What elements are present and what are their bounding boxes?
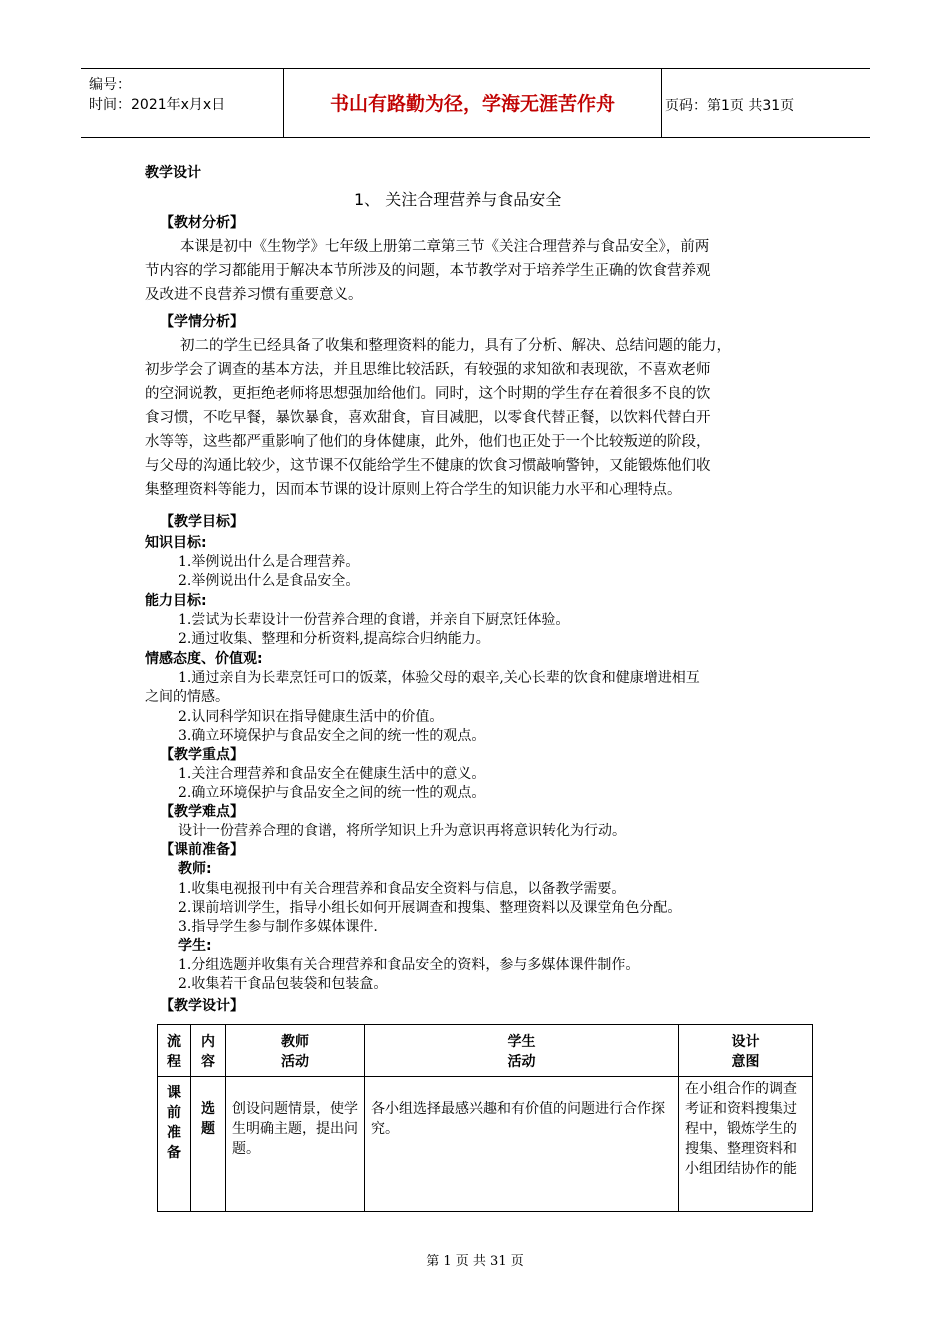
list-item: 1.关注合理营养和食品安全在健康生活中的意义。 xyxy=(178,766,486,782)
list-item: 1.举例说出什么是合理营养。 xyxy=(178,554,360,570)
list-item: 2.认同科学知识在指导健康生活中的价值。 xyxy=(178,709,444,725)
table-row xyxy=(158,1077,813,1212)
list-item: 2.课前培训学生，指导小组长如何开展调查和搜集、整理资料以及课堂角色分配。 xyxy=(178,900,682,916)
header-motto: 书山有路勤为径，学海无涯苦作舟 xyxy=(329,93,615,115)
teaching-design-table xyxy=(157,1024,813,1212)
teacher-label: 教师: xyxy=(178,861,212,877)
header-divider xyxy=(661,69,662,137)
header-student-activity: 学生 活动 xyxy=(365,1025,679,1077)
header-page-label: 页码：第1页 共31页 xyxy=(665,98,795,114)
list-item: 1.收集电视报刊中有关合理营养和食品安全资料与信息，以备教学需要。 xyxy=(178,881,626,897)
section-key-points: 【教学重点】 xyxy=(160,747,244,763)
paragraph-line: 初二的学生已经具备了收集和整理资料的能力，具有了分析、解决、总结问题的能力， xyxy=(180,338,731,354)
header-flow: 流 程 xyxy=(158,1025,191,1077)
list-item: 1.通过亲自为长辈烹饪可口的饭菜，体验父母的艰辛,关心长辈的饮食和健康增进相互 xyxy=(178,670,700,686)
section-teaching-design: 【教学设计】 xyxy=(160,998,244,1014)
list-item: 2.举例说出什么是食品安全。 xyxy=(178,573,360,589)
section-preparation: 【课前准备】 xyxy=(160,842,244,858)
paragraph-line: 本课是初中《生物学》七年级上册第二章第三节《关注合理营养与食品安全》，前两 xyxy=(180,239,710,255)
cell-student-activity: 各小组选择最感兴趣和有价值的问题进行合作探究。 xyxy=(371,1101,665,1137)
section-student-analysis: 【学情分析】 xyxy=(160,314,244,330)
section-teaching-goals: 【教学目标】 xyxy=(160,514,244,530)
paragraph-line: 的空洞说教，更拒绝老师将思想强加给他们。同时，这个时期的学生存在着很多不良的饮 xyxy=(145,386,711,402)
list-item: 2.收集若干食品包装袋和包装盒。 xyxy=(178,976,388,992)
cell-content: 选 题 xyxy=(201,1101,215,1137)
page-header xyxy=(81,68,870,138)
cell-teacher-activity: 创设问题情景，使学生明确主题，提出问题。 xyxy=(232,1101,358,1157)
header-teacher-activity: 教师 活动 xyxy=(226,1025,365,1077)
list-item: 3.指导学生参与制作多媒体课件. xyxy=(178,919,378,935)
paragraph-line: 集整理资料等能力，因而本节课的设计原则上符合学生的知识能力水平和心理特点。 xyxy=(145,482,682,498)
doc-time-label: 时间：2021年x月x日 xyxy=(89,97,226,113)
list-item: 之间的情感。 xyxy=(145,689,229,705)
list-item: 2.通过收集、整理和分析资料,提高综合归纳能力。 xyxy=(178,631,490,647)
paragraph-line: 食习惯，不吃早餐，暴饮暴食，喜欢甜食，盲目减肥，以零食代替正餐，以饮料代替白开 xyxy=(145,410,711,426)
page-footer: 第 1 页 共 31 页 xyxy=(426,1254,524,1269)
doc-number-label: 编号： xyxy=(89,77,131,93)
section-difficulties: 【教学难点】 xyxy=(160,804,244,820)
knowledge-goal-label: 知识目标: xyxy=(145,535,207,551)
doc-heading: 教学设计 xyxy=(145,165,201,181)
paragraph-line: 水等等，这些都严重影响了他们的身体健康，此外，他们也正处于一个比较叛逆的阶段， xyxy=(145,434,711,450)
paragraph-line: 节内容的学习都能用于解决本节所涉及的问题，本节教学对于培养学生正确的饮食营养观 xyxy=(145,263,711,279)
section-textbook-analysis: 【教材分析】 xyxy=(160,215,244,231)
list-item: 1.尝试为长辈设计一份营养合理的食谱，并亲自下厨烹饪体验。 xyxy=(178,612,570,628)
ability-goal-label: 能力目标: xyxy=(145,593,207,609)
student-label: 学生: xyxy=(178,938,212,954)
list-item: 2.确立环境保护与食品安全之间的统一性的观点。 xyxy=(178,785,486,801)
list-item: 设计一份营养合理的食谱，将所学知识上升为意识再将意识转化为行动。 xyxy=(178,823,626,839)
cell-flow: 课 前 准 备 xyxy=(167,1085,181,1161)
list-item: 3.确立环境保护与食品安全之间的统一性的观点。 xyxy=(178,728,486,744)
table-header-row xyxy=(158,1025,813,1077)
header-design-intent: 设计 意图 xyxy=(679,1025,813,1077)
header-content: 内 容 xyxy=(191,1025,226,1077)
doc-title: 1、 关注合理营养与食品安全 xyxy=(354,190,562,209)
emotion-goal-label: 情感态度、价值观: xyxy=(145,651,263,667)
list-item: 1.分组选题并收集有关合理营养和食品安全的资料，参与多媒体课件制作。 xyxy=(178,957,640,973)
cell-design-intent: 在小组合作的调查考证和资料搜集过程中，锻炼学生的搜集、整理资料和小组团结协作的能 xyxy=(685,1081,797,1177)
paragraph-line: 与父母的沟通比较少，这节课不仅能给学生不健康的饮食习惯敲响警钟，又能锻炼他们收 xyxy=(145,458,711,474)
paragraph-line: 及改进不良营养习惯有重要意义。 xyxy=(145,287,363,303)
paragraph-line: 初步学会了调查的基本方法，并且思维比较活跃，有较强的求知欲和表现欲，不喜欢老师 xyxy=(145,362,711,378)
